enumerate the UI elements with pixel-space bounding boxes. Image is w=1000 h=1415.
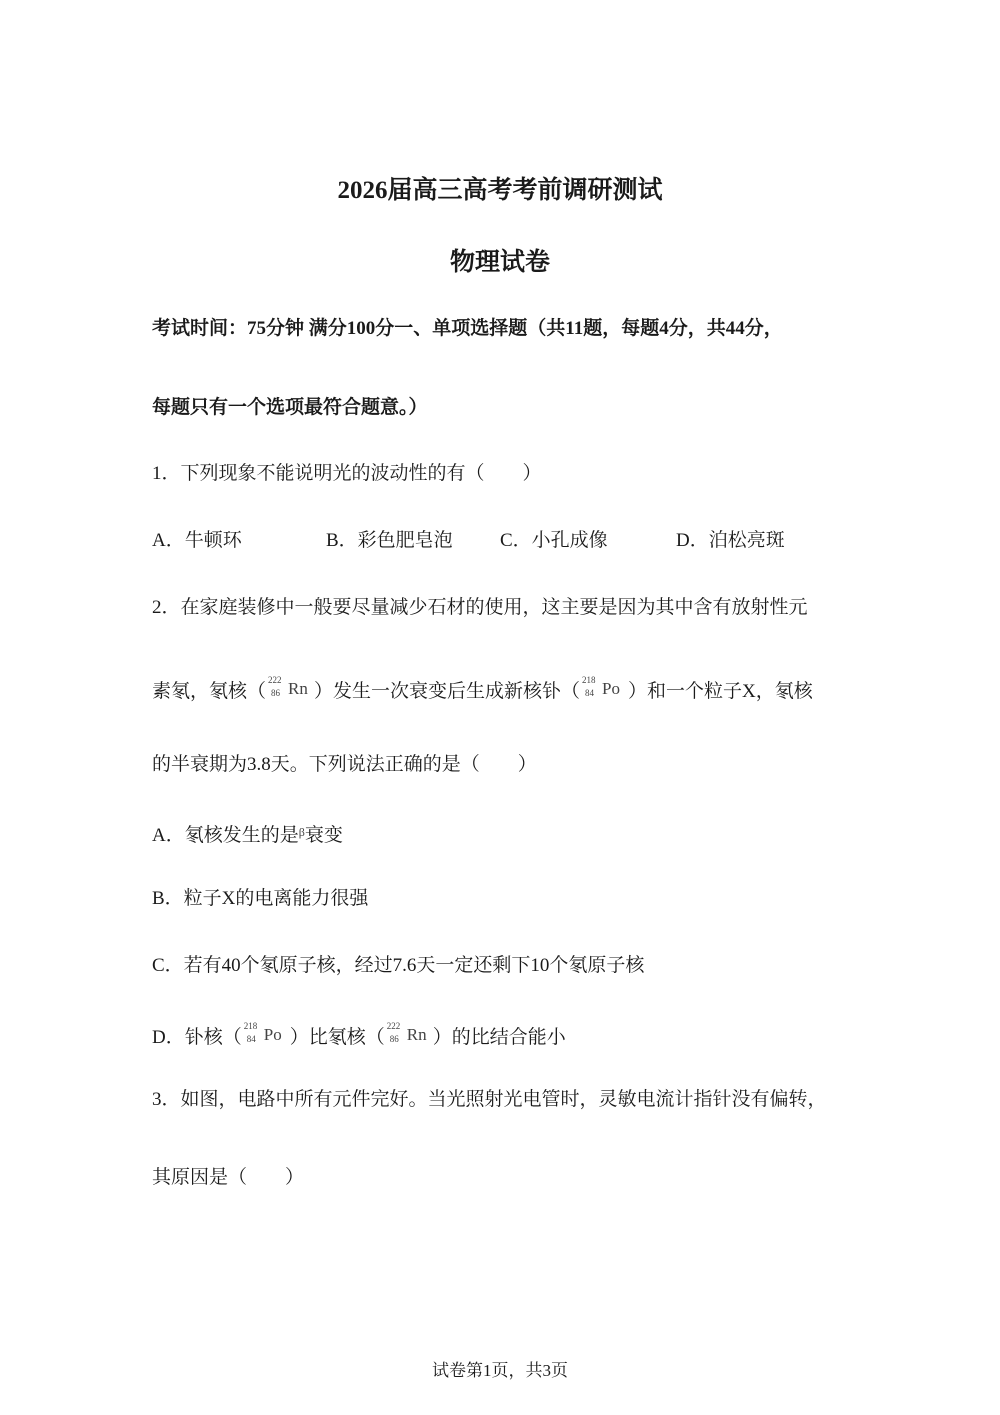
radon-nuclide: 222 86 Rn — [386, 1021, 427, 1044]
question-3-stem-line-1: 3．如图，电路中所有元件完好。当光照射光电管时，灵敏电流计指针没有偏转， — [152, 1089, 827, 1110]
polonium-nuclide: 218 84 Po — [582, 675, 620, 698]
page-footer: 试卷第1页，共3页 — [432, 1361, 568, 1380]
exam-info-line-1: 考试时间：75分钟 满分100分一、单项选择题（共11题，每题4分，共44分， — [152, 318, 783, 339]
exam-title: 2026届高三高考考前调研测试 — [337, 177, 663, 204]
polonium-nuclide: 218 84 Po — [243, 1021, 282, 1044]
question-2-option-b: B．粒子X的电离能力很强 — [152, 888, 369, 909]
radon-nuclide: 222 86 Rn — [268, 675, 308, 698]
beta-symbol: β — [298, 825, 305, 839]
question-2-option-c: C．若有40个氡原子核，经过7.6天一定还剩下10个氡原子核 — [152, 955, 645, 976]
exam-info-line-2: 每题只有一个选项最符合题意。） — [152, 397, 428, 418]
question-2-option-d: D．钋核（ 218 84 Po ）比氡核（ 222 86 Rn ）的比结合能小 — [152, 1021, 566, 1048]
question-2-stem-line-3: 的半衰期为3.8天。下列说法正确的是（ ） — [152, 754, 537, 775]
question-2-stem-line-2: 素氡，氡核（ 222 86 Rn ）发生一次衰变后生成新核钋（ 218 84 Po ）和一个粒子X，氡核 — [152, 675, 813, 702]
question-3-stem-line-2: 其原因是（ ） — [152, 1167, 305, 1188]
question-1-option-c: C．小孔成像 — [500, 530, 608, 551]
question-1-option-b: B．彩色肥皂泡 — [326, 530, 453, 551]
question-2-stem-line-1: 2．在家庭装修中一般要尽量减少石材的使用，这主要是因为其中含有放射性元 — [152, 597, 808, 618]
subject-title: 物理试卷 — [449, 249, 550, 276]
question-1-stem: 1．下列现象不能说明光的波动性的有（ ） — [152, 463, 542, 484]
question-2-option-a: A．氡核发生的是$^\beta$衰变 — [152, 825, 343, 846]
question-1-option-d: D．泊松亮斑 — [676, 530, 785, 551]
question-1-option-a: A．牛顿环 — [152, 530, 242, 551]
